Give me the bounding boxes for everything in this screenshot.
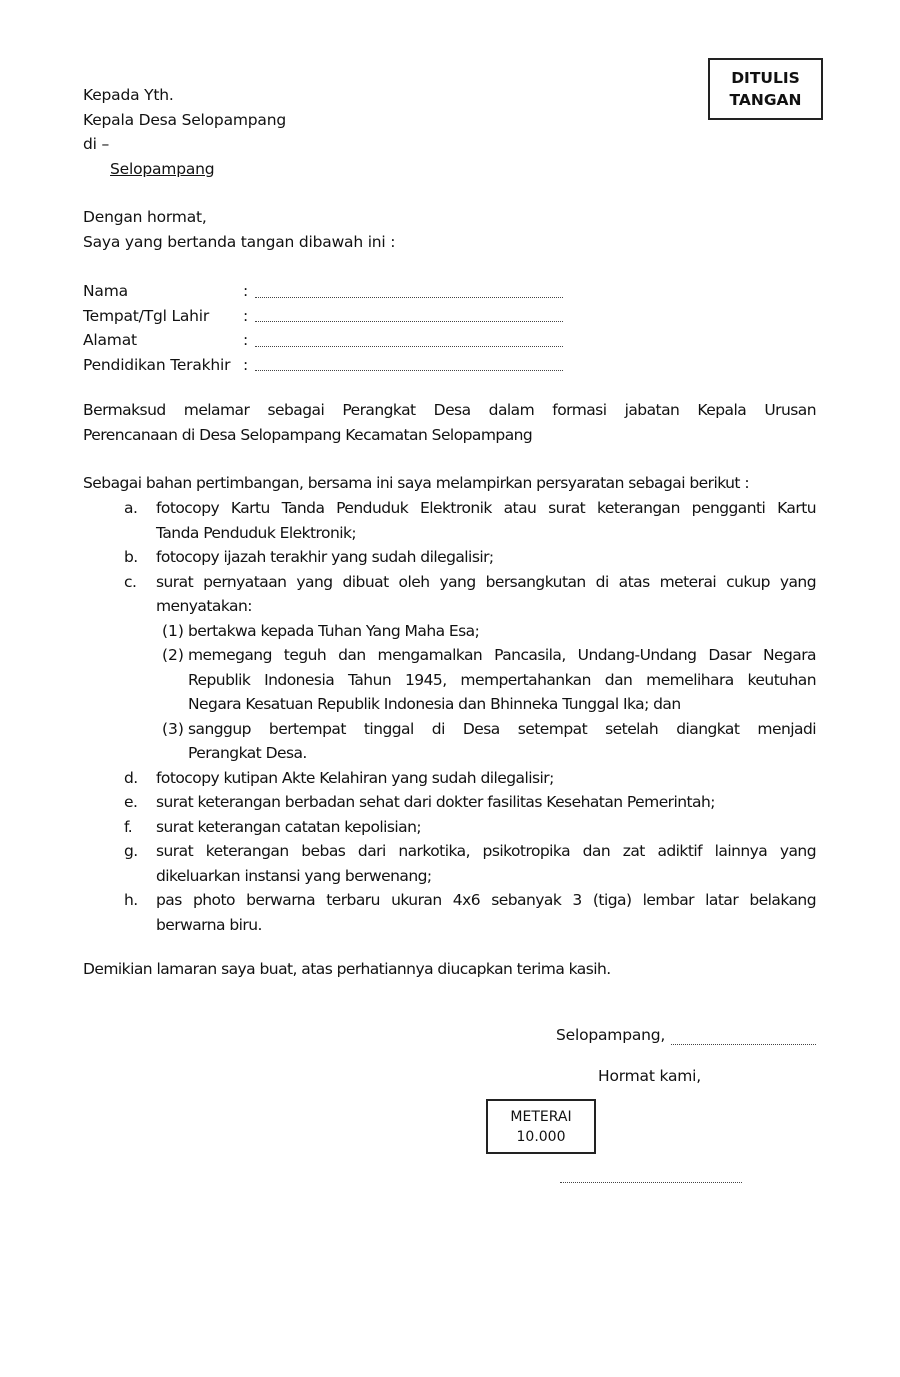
field-label: Pendidikan Terakhir — [83, 355, 231, 374]
field-colon: : — [243, 355, 249, 374]
handwritten-notice-box — [708, 58, 823, 120]
field-row-birth — [83, 304, 563, 329]
list-item — [124, 496, 816, 545]
attachments-intro: Sebagai bahan pertimbangan, bersama ini saya melampirkan persyaratan sebagai berikut : — [83, 474, 750, 492]
closing-sentence: Demikian lamaran saya buat, atas perhatiannya diucapkan terima kasih. — [83, 960, 611, 978]
list-item — [124, 545, 816, 570]
list-item — [124, 888, 816, 937]
list-marker: a. — [124, 499, 138, 517]
list-text: berwarna biru. — [156, 915, 262, 934]
greeting-intro: Saya yang bertanda tangan dibawah ini : — [83, 232, 396, 251]
name-field[interactable] — [255, 296, 563, 298]
place-date-line — [556, 1023, 816, 1048]
list-text: fotocopy ijazah terakhir yang sudah dilegalisir; — [156, 548, 494, 566]
sub-list-text: Negara Kesatuan Republik Indonesia dan Bhinneka Tunggal Ika; dan — [188, 695, 681, 713]
recipient-line-3: di – — [83, 135, 110, 153]
field-colon: : — [243, 282, 249, 300]
greeting-block — [83, 205, 395, 254]
sub-list-marker: (2) — [162, 646, 184, 664]
list-text: surat keterangan catatan kepolisian; — [156, 817, 422, 836]
list-item — [124, 815, 816, 840]
list-item — [124, 570, 816, 766]
recipient-line-1: Kepada Yth. — [83, 86, 174, 104]
list-marker: c. — [124, 572, 137, 591]
list-marker: g. — [124, 842, 138, 860]
list-marker: d. — [124, 768, 138, 787]
requirements-list — [124, 496, 816, 937]
field-colon: : — [243, 331, 249, 349]
list-text: surat keterangan bebas dari narkotika, psikotropika dan zat adiktif lainnya yang — [156, 842, 816, 860]
salutation: Dengan hormat, — [83, 208, 207, 226]
list-marker: b. — [124, 548, 138, 566]
field-colon: : — [243, 306, 249, 325]
list-item — [124, 790, 816, 815]
sub-list-marker: (3) — [162, 719, 184, 738]
list-text: surat keterangan berbadan sehat dari dokter fasilitas Kesehatan Pemerintah; — [156, 793, 715, 811]
list-item — [124, 839, 816, 888]
handwritten-notice-line2: TANGAN — [729, 91, 802, 109]
field-label: Nama — [83, 282, 128, 300]
sub-list-item — [162, 717, 816, 766]
sub-list — [162, 619, 816, 766]
education-field[interactable] — [255, 369, 563, 371]
birth-place-date-field[interactable] — [255, 320, 563, 322]
sub-list-text: Perangkat Desa. — [188, 744, 307, 762]
applicant-fields — [83, 279, 563, 377]
list-text: fotocopy kutipan Akte Kelahiran yang sudah dilegalisir; — [156, 768, 554, 787]
handwritten-notice-line1: DITULIS — [731, 69, 800, 87]
address-field[interactable] — [255, 345, 563, 347]
list-text: menyatakan: — [156, 597, 252, 615]
list-text: pas photo berwarna terbaru ukuran 4x6 sebanyak 3 (tiga) lembar latar belakang — [156, 891, 816, 909]
sub-list-text: bertakwa kepada Tuhan Yang Maha Esa; — [188, 621, 480, 640]
meterai-value: 10.000 — [516, 1128, 566, 1145]
field-label: Tempat/Tgl Lahir — [83, 306, 210, 325]
sub-list-text: Republik Indonesia Tahun 1945, mempertahankan dan memelihara keutuhan — [188, 670, 816, 689]
meterai-label: METERAI — [510, 1108, 572, 1125]
list-marker: e. — [124, 793, 138, 811]
intent-line-1: Bermaksud melamar sebagai Perangkat Desa dalam formasi jabatan Kepala Urusan — [83, 401, 816, 419]
list-item — [124, 766, 816, 791]
signature-name-field[interactable] — [560, 1181, 742, 1183]
recipient-line-2: Kepala Desa Selopampang — [83, 110, 286, 129]
list-text: surat pernyataan yang dibuat oleh yang bersangkutan di atas meterai cukup yang — [156, 572, 816, 591]
recipient-place: Selopampang — [110, 159, 215, 178]
meterai-stamp-box — [486, 1099, 596, 1154]
sub-list-text: memegang teguh dan mengamalkan Pancasila, Undang-Undang Dasar Negara — [188, 646, 816, 664]
list-text: fotocopy Kartu Tanda Penduduk Elektronik atau surat keterangan pengganti Kartu — [156, 499, 816, 517]
field-label: Alamat — [83, 331, 137, 349]
list-text: dikeluarkan instansi yang berwenang; — [156, 866, 432, 885]
field-row-address — [83, 328, 563, 353]
list-marker: h. — [124, 891, 138, 909]
recipient-block — [83, 83, 286, 181]
sub-list-item — [162, 619, 816, 644]
field-row-education — [83, 353, 563, 378]
date-field[interactable] — [671, 1043, 816, 1045]
intent-line-2: Perencanaan di Desa Selopampang Kecamatan Selopampang — [83, 425, 533, 444]
place-label: Selopampang, — [556, 1026, 666, 1044]
sub-list-marker: (1) — [162, 621, 184, 640]
sub-list-item — [162, 643, 816, 717]
field-row-name — [83, 279, 563, 304]
regards: Hormat kami, — [598, 1067, 701, 1085]
list-marker: f. — [124, 817, 133, 836]
sub-list-text: sanggup bertempat tinggal di Desa setempat setelah diangkat menjadi — [188, 719, 816, 738]
intent-paragraph — [83, 398, 816, 447]
list-text: Tanda Penduduk Elektronik; — [156, 523, 357, 542]
